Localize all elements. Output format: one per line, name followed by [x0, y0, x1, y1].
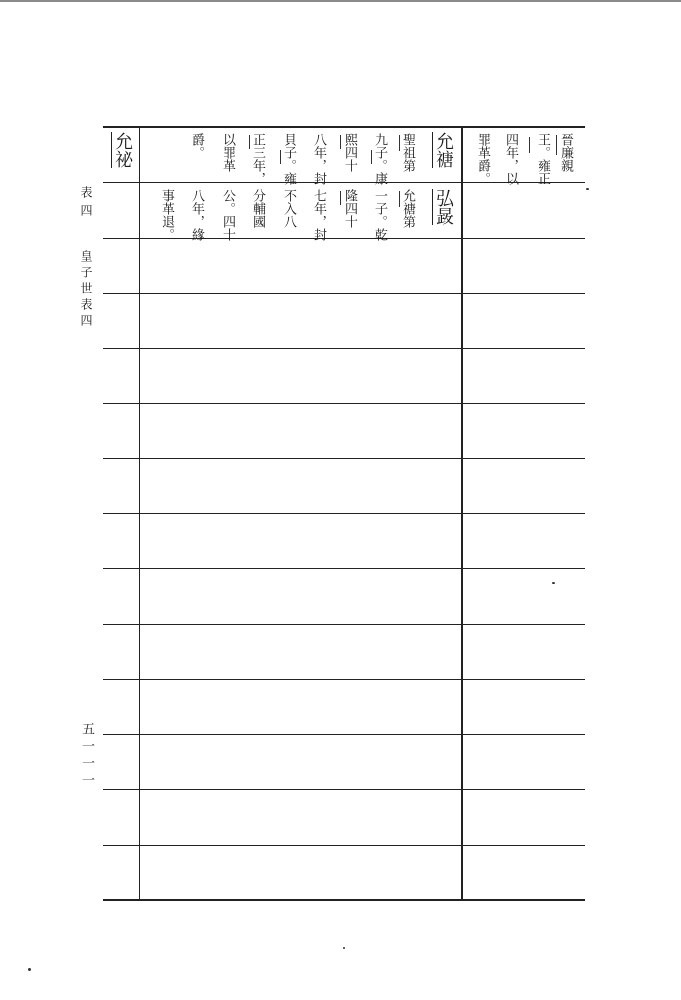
entry-text-column: 晉廉親 [558, 133, 573, 172]
entry-text-column: 爵。 [189, 133, 204, 159]
entry-text-column: 王。雍正 [535, 133, 550, 185]
entry-text-column: 聖祖第 [400, 133, 415, 172]
entry-text-column: 熙四十 [342, 133, 357, 172]
entry-text-column: 隆四十 [342, 189, 357, 228]
person-name: 弘晸 [433, 189, 454, 225]
row-rule [103, 568, 585, 569]
entry-text-column: 允禟第 [400, 189, 415, 228]
name-marker-line [340, 135, 341, 149]
entry-text-column: 八年，緣 [189, 189, 204, 241]
entry-text-column: 九子。康 [372, 133, 387, 185]
row-rule [103, 458, 585, 459]
name-marker-line [249, 135, 250, 149]
entry-text-column: 公。四十 [220, 189, 235, 241]
entry-text-column: 罪革爵。 [475, 133, 490, 185]
name-marker-line [529, 137, 530, 153]
person-name: 允禟 [433, 132, 454, 168]
page-number: 五一一一 [79, 722, 94, 790]
name-marker-line [399, 191, 400, 207]
table-top-rule [103, 126, 585, 128]
print-speck [552, 582, 555, 584]
row-rule [103, 293, 585, 294]
entry-text-column: 一子。乾 [372, 189, 387, 241]
print-speck [28, 968, 31, 971]
entry-text-column: 以罪革 [220, 133, 235, 172]
person-name: 允祕 [112, 132, 133, 168]
entry-text-column: 事革退。 [159, 189, 174, 241]
row-rule [103, 789, 585, 790]
row-rule [103, 513, 585, 514]
entry-text-column: 四年，以 [503, 133, 518, 185]
row-rule [103, 403, 585, 404]
row-rule [103, 679, 585, 680]
column-divider [461, 126, 463, 900]
row-rule [103, 624, 585, 625]
row-rule [103, 238, 585, 239]
name-marker-line [399, 135, 400, 151]
entry-text-column: 八年，封 [311, 133, 326, 185]
row-rule [103, 734, 585, 735]
name-marker-line [340, 191, 341, 205]
entry-text-column: 分輔國 [250, 189, 265, 228]
entry-text-column: 不入八 [281, 189, 296, 228]
print-speck [343, 947, 345, 949]
row-rule [103, 348, 585, 349]
table-label: 表四 [79, 186, 93, 222]
section-label: 皇子世表四 [79, 250, 93, 330]
top-border [0, 0, 681, 2]
name-marker-line [556, 135, 557, 155]
entry-text-column: 正三年， [250, 133, 265, 185]
name-marker-line [280, 150, 281, 164]
entry-text-column: 貝子。雍 [281, 133, 296, 185]
column-divider [139, 126, 140, 900]
name-marker-line [371, 150, 372, 164]
row-rule [103, 845, 585, 846]
entry-text-column: 七年，封 [311, 189, 326, 241]
print-speck [586, 188, 589, 190]
table-bottom-rule [103, 899, 585, 901]
